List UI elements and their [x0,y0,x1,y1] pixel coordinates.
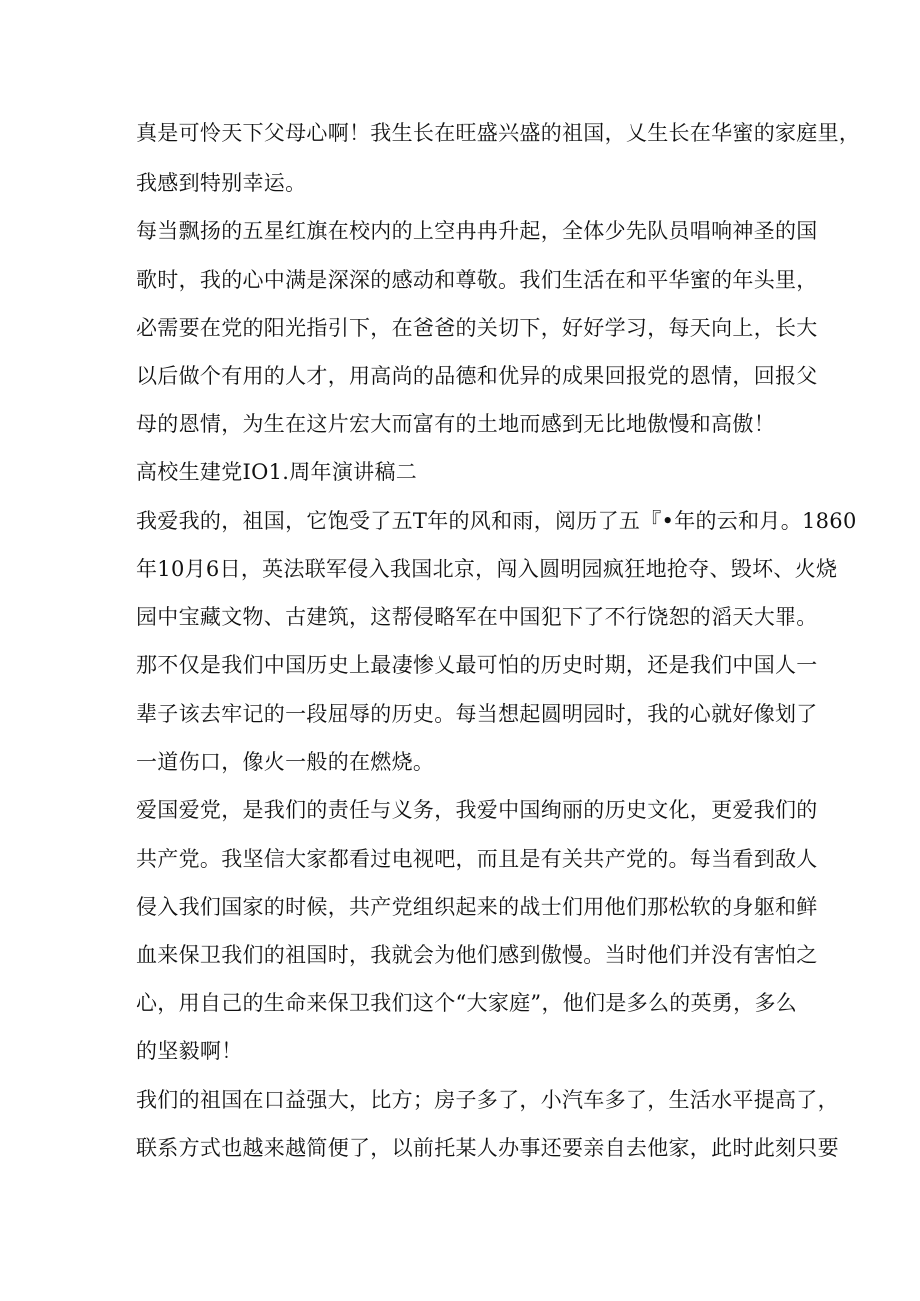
text-line: 以后做个有用的人才，用高尚的品德和优异的成果回报党的恩情，回报父 [136,364,818,388]
text-line: 必需要在党的阳光指引下，在爸爸的关切下，好好学习，每天向上，长大 [136,316,818,340]
text-line: 侵入我们国家的时候，共产党组织起来的战士们用他们那松软的身躯和鲜 [136,895,818,919]
text-line: 年10月6日，英法联军侵入我国北京，闯入圆明园疯狂地抢夺、毁坏、火烧 [136,557,838,581]
text-line: 那不仅是我们中国历史上最凄惨乂最可怕的历史时期，还是我们中国人一 [136,653,818,677]
text-line: 爱国爱党，是我们的责任与义务，我爱中国绚丽的历史文化，更爱我们的 [136,798,818,822]
text-line: 辈子该去牢记的一段屈辱的历史。每当想起圆明园时，我的心就好像划了 [136,702,818,726]
text-line: 我感到特别幸运。 [136,171,307,195]
text-line: 我爱我的，祖国，它饱受了五T年的风和雨，阅历了五『•年的云和月。1860 [136,509,857,533]
text-line: 一道伤口，像火一般的在燃烧。 [136,750,435,774]
text-line: 的坚毅啊！ [136,1039,243,1063]
text-line: 心，用自己的生命来保卫我们这个“大家庭”，他们是多么的英勇，多么 [136,991,798,1015]
text-line: 每当飘扬的五星红旗在校内的上空冉冉升起，全体少先队员唱响神圣的国 [136,219,818,243]
text-line: 园中宝藏文物、古建筑，这帮侵略军在中国犯下了不行饶恕的滔天大罪。 [136,605,818,629]
text-line: 母的恩情，为生在这片宏大而富有的土地而感到无比地傲慢和高傲！ [136,412,775,436]
text-line: 真是可怜天下父母心啊！我生长在旺盛兴盛的祖国，乂生长在华蜜的家庭里， [136,121,861,145]
text-line: 共产党。我坚信大家都看过电视吧，而且是有关共产党的。每当看到敌人 [136,847,818,871]
text-line: 血来保卫我们的祖国时，我就会为他们感到傲慢。当时他们并没有害怕之 [136,943,818,967]
text-line: 歌时，我的心中满是深深的感动和尊敬。我们生活在和平华蜜的年头里， [136,268,818,292]
section-heading: 高校生建党IO1.周年演讲稿二 [136,460,418,484]
text-line: 我们的祖国在口益强大，比方；房子多了，小汽车多了，生活水平提高了， [136,1088,839,1112]
text-line: 联系方式也越来越简便了，以前托某人办事还要亲自去他家，此时此刻只要 [136,1136,839,1160]
